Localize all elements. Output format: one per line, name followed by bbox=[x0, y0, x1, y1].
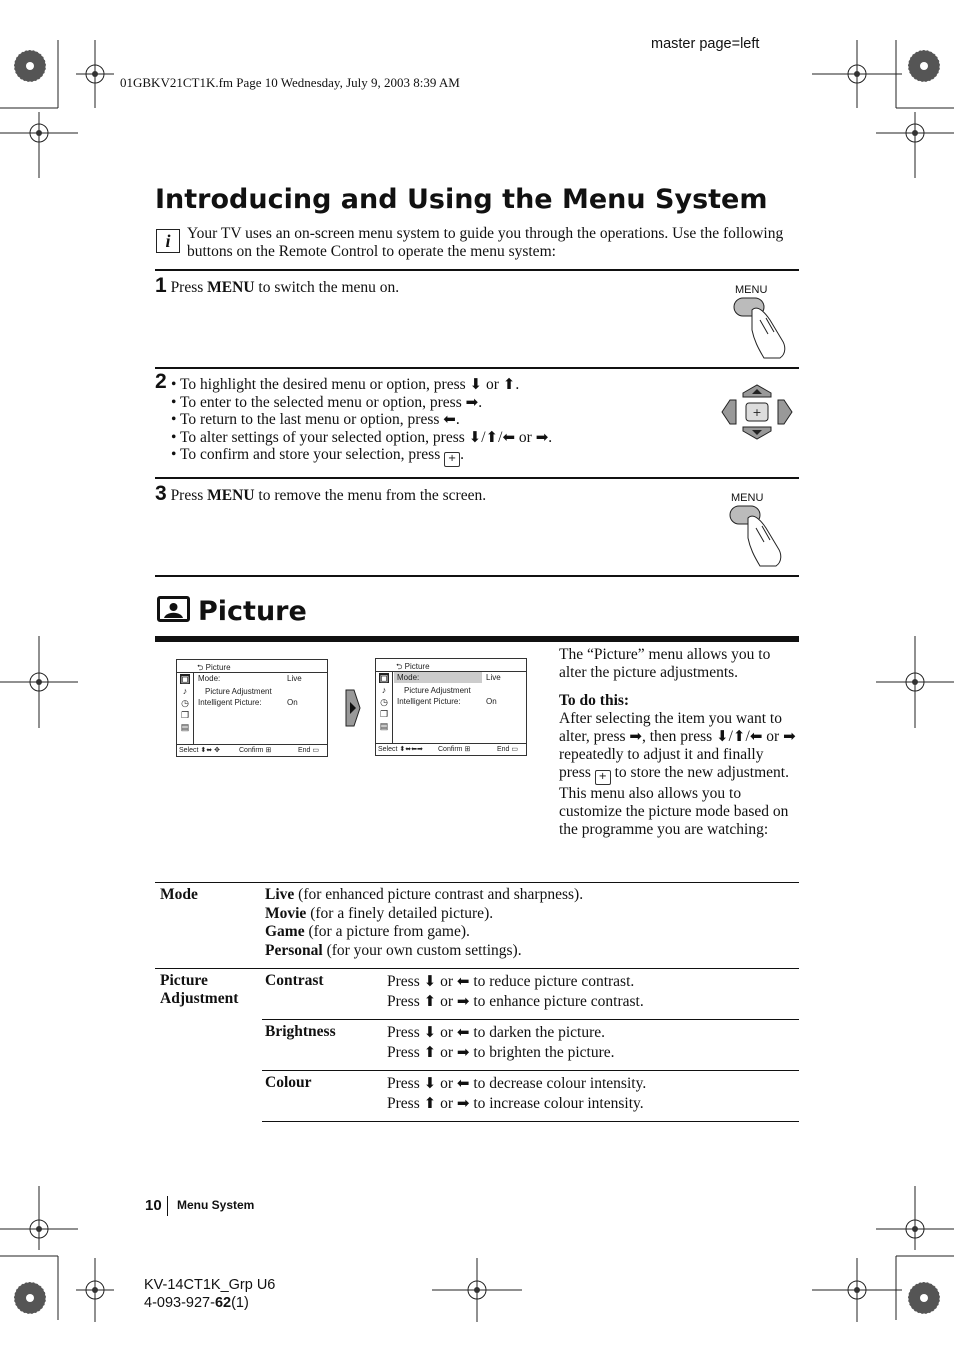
down-arrow-icon: ⬇ bbox=[423, 1023, 437, 1041]
up-arrow-icon: ⬆ bbox=[423, 992, 437, 1010]
picture-icon: ▣ bbox=[180, 674, 190, 684]
divider bbox=[155, 575, 799, 577]
description-intro: The “Picture” menu allows you to alter the picture adjustments. bbox=[559, 646, 771, 681]
menu-key: MENU bbox=[207, 279, 255, 296]
down-arrow-icon: ⬇ bbox=[468, 427, 482, 446]
mode-movie: Movie (for a finely detailed picture). bbox=[265, 904, 494, 922]
tools-icon: ▤ bbox=[379, 721, 389, 731]
setup-icon: ❐ bbox=[379, 709, 389, 719]
mode-value: Live bbox=[486, 673, 501, 682]
hand-press-icon bbox=[722, 284, 792, 360]
left-arrow-icon: ⬅ bbox=[456, 972, 470, 990]
right-arrow-icon: ➡ bbox=[535, 427, 549, 446]
table-rule bbox=[262, 1070, 799, 1071]
down-arrow-icon: ⬇ bbox=[423, 1074, 437, 1092]
step-number: 2 bbox=[155, 370, 167, 393]
menu-button-illustration bbox=[718, 492, 788, 568]
left-arrow-icon: ⬅ bbox=[456, 1023, 470, 1041]
svg-text:+: + bbox=[752, 406, 762, 419]
file-info: 01GBKV21CT1K.fm Page 10 Wednesday, July 9, 2003 8:39 AM bbox=[120, 75, 460, 90]
page-number: 10 bbox=[145, 1197, 162, 1214]
intelligent-picture-value: On bbox=[287, 698, 298, 707]
info-icon: i bbox=[156, 229, 180, 253]
direction-pad-icon bbox=[720, 383, 794, 441]
colour-desc: Press ⬇ or ⬅ to decrease colour intensity. Press ⬆ or ➡ to increase colour intensity. bbox=[387, 1074, 647, 1112]
up-arrow-icon: ⬆ bbox=[502, 375, 516, 393]
setup-icon: ❐ bbox=[180, 710, 190, 720]
divider bbox=[155, 367, 799, 369]
hand-press-icon bbox=[718, 492, 788, 568]
table-bottom-rule bbox=[262, 1121, 799, 1122]
right-arrow-icon: ➡ bbox=[456, 1094, 470, 1112]
picture-icon: ▣ bbox=[379, 673, 389, 683]
mode-value: Live bbox=[287, 674, 302, 683]
picture-description bbox=[559, 646, 799, 839]
ok-button-icon: + bbox=[595, 770, 611, 785]
intelligent-picture-label: Intelligent Picture: bbox=[198, 698, 262, 707]
section-name: Menu System bbox=[177, 1198, 255, 1212]
right-arrow-icon: ➡ bbox=[783, 727, 796, 745]
up-arrow-icon: ⬆ bbox=[732, 727, 746, 745]
step-text: Press bbox=[170, 279, 208, 296]
left-arrow-icon: ⬅ bbox=[443, 410, 456, 428]
down-arrow-icon: ⬇ bbox=[423, 972, 437, 990]
left-arrow-icon: ⬅ bbox=[456, 1074, 470, 1092]
step-1 bbox=[155, 274, 400, 297]
model-number: KV-14CT1K_Grp U6 bbox=[144, 1277, 276, 1293]
end-hint: End ▭ bbox=[298, 747, 320, 754]
menu-screen-before bbox=[176, 659, 328, 757]
right-arrow-icon: ➡ bbox=[629, 727, 642, 745]
intelligent-picture-value: On bbox=[486, 697, 497, 706]
up-arrow-icon: ⬆ bbox=[485, 427, 499, 446]
menu-button-label: MENU bbox=[735, 284, 768, 296]
mode-label: Mode: bbox=[397, 673, 420, 682]
page-title: Introducing and Using the Menu System bbox=[155, 184, 768, 215]
picture-adjustment-item: Picture Adjustment bbox=[404, 686, 471, 695]
table-rule bbox=[262, 1019, 799, 1020]
mode-label: Mode: bbox=[198, 674, 221, 683]
picture-adjustment-label: Picture Adjustment bbox=[160, 972, 239, 1007]
up-arrow-icon: ⬆ bbox=[423, 1094, 437, 1112]
bullet-confirm: • To confirm and store your selection, press + . bbox=[171, 446, 691, 467]
menu-button-label: MENU bbox=[731, 492, 764, 504]
brightness-desc: Press ⬇ or ⬅ to darken the picture. Press ⬆ or ➡ to brighten the picture. bbox=[387, 1023, 615, 1061]
step-text: to remove the menu from the screen. bbox=[254, 487, 487, 504]
step-number: 1 bbox=[155, 274, 167, 297]
todo-heading: To do this: bbox=[559, 692, 630, 709]
mode-personal: Personal (for your own custom settings). bbox=[265, 941, 522, 959]
mode-live: Live (for enhanced picture contrast and sharpness). bbox=[265, 886, 584, 903]
bullet-alter: • To alter settings of your selected option, press ⬇/⬆/⬅ or ➡. bbox=[171, 427, 553, 446]
sound-icon: ♪ bbox=[182, 686, 188, 696]
intelligent-picture-label: Intelligent Picture: bbox=[397, 697, 461, 706]
step-text: to switch the menu on. bbox=[254, 279, 400, 296]
next-arrow-icon bbox=[344, 688, 362, 728]
master-page-label: master page=left bbox=[651, 36, 760, 52]
table-top-rule bbox=[155, 882, 799, 883]
divider bbox=[155, 477, 799, 479]
menu-header: ⮌ Picture bbox=[197, 663, 231, 672]
todo-instructions: After selecting the item you want to alter, press ➡, then press ⬇/⬆/⬅ or ➡ repeatedly to adjust it and finally press + to store the new adjustment. bbox=[559, 710, 799, 785]
menu-header: ⮌ Picture bbox=[396, 662, 430, 671]
menu-screen-after bbox=[375, 658, 527, 756]
contrast-desc: Press ⬇ or ⬅ to reduce picture contrast. Press ⬆ or ➡ to enhance picture contrast. bbox=[387, 972, 644, 1010]
down-arrow-icon: ⬇ bbox=[716, 727, 729, 745]
timer-icon: ◷ bbox=[380, 697, 388, 707]
contrast-label: Contrast bbox=[265, 972, 324, 989]
intro-text: Your TV uses an on-screen menu system to guide you through the operations. Use the following buttons on the Remote Control to operate the menu system: bbox=[187, 225, 784, 260]
mode-game: Game (for a picture from game). bbox=[265, 923, 470, 940]
tools-icon: ▤ bbox=[180, 722, 190, 732]
brightness-label: Brightness bbox=[265, 1023, 336, 1040]
thick-divider bbox=[155, 636, 799, 642]
bullet-return: • To return to the last menu or option, press ⬅. bbox=[171, 410, 460, 428]
bullet-highlight: • To highlight the desired menu or option, press ⬇ or ⬆. bbox=[171, 375, 520, 393]
step-text: Press bbox=[170, 487, 208, 504]
left-arrow-icon: ⬅ bbox=[749, 727, 763, 745]
description-mode: This menu also allows you to customize the picture mode based on the programme you are watching: bbox=[559, 785, 789, 838]
part-code: 4-093-927-62(1) bbox=[144, 1295, 249, 1311]
left-arrow-icon: ⬅ bbox=[502, 427, 516, 446]
select-hint: Select ⬍⬌⬅➡ bbox=[378, 746, 423, 753]
picture-section-icon bbox=[157, 596, 190, 622]
step-3 bbox=[155, 482, 487, 505]
select-hint: Select ⬍⬌ ✥ bbox=[179, 747, 220, 754]
picture-title: Picture bbox=[198, 596, 307, 627]
ok-button-icon: + bbox=[444, 452, 460, 467]
sound-icon: ♪ bbox=[381, 685, 387, 695]
step-number: 3 bbox=[155, 482, 167, 505]
divider bbox=[155, 269, 799, 271]
up-arrow-icon: ⬆ bbox=[423, 1043, 437, 1061]
down-arrow-icon: ⬇ bbox=[469, 375, 483, 393]
mode-list bbox=[265, 886, 583, 960]
table-rule bbox=[155, 968, 799, 969]
timer-icon: ◷ bbox=[181, 698, 189, 708]
colour-label: Colour bbox=[265, 1074, 312, 1091]
bullet-enter: • To enter to the selected menu or option, press ➡. bbox=[171, 392, 483, 411]
confirm-hint: Confirm ⊞ bbox=[239, 747, 272, 754]
menu-button-illustration bbox=[722, 284, 792, 360]
menu-key: MENU bbox=[207, 487, 255, 504]
right-arrow-icon: ➡ bbox=[456, 1043, 470, 1061]
model-info bbox=[144, 1276, 275, 1312]
confirm-hint: Confirm ⊞ bbox=[438, 746, 471, 753]
mode-label: Mode bbox=[160, 886, 198, 903]
right-arrow-icon: ➡ bbox=[456, 992, 470, 1010]
footer-divider bbox=[167, 1196, 168, 1216]
picture-adjustment-item: Picture Adjustment bbox=[205, 687, 272, 696]
right-arrow-icon: ➡ bbox=[465, 392, 479, 411]
end-hint: End ▭ bbox=[497, 746, 519, 753]
